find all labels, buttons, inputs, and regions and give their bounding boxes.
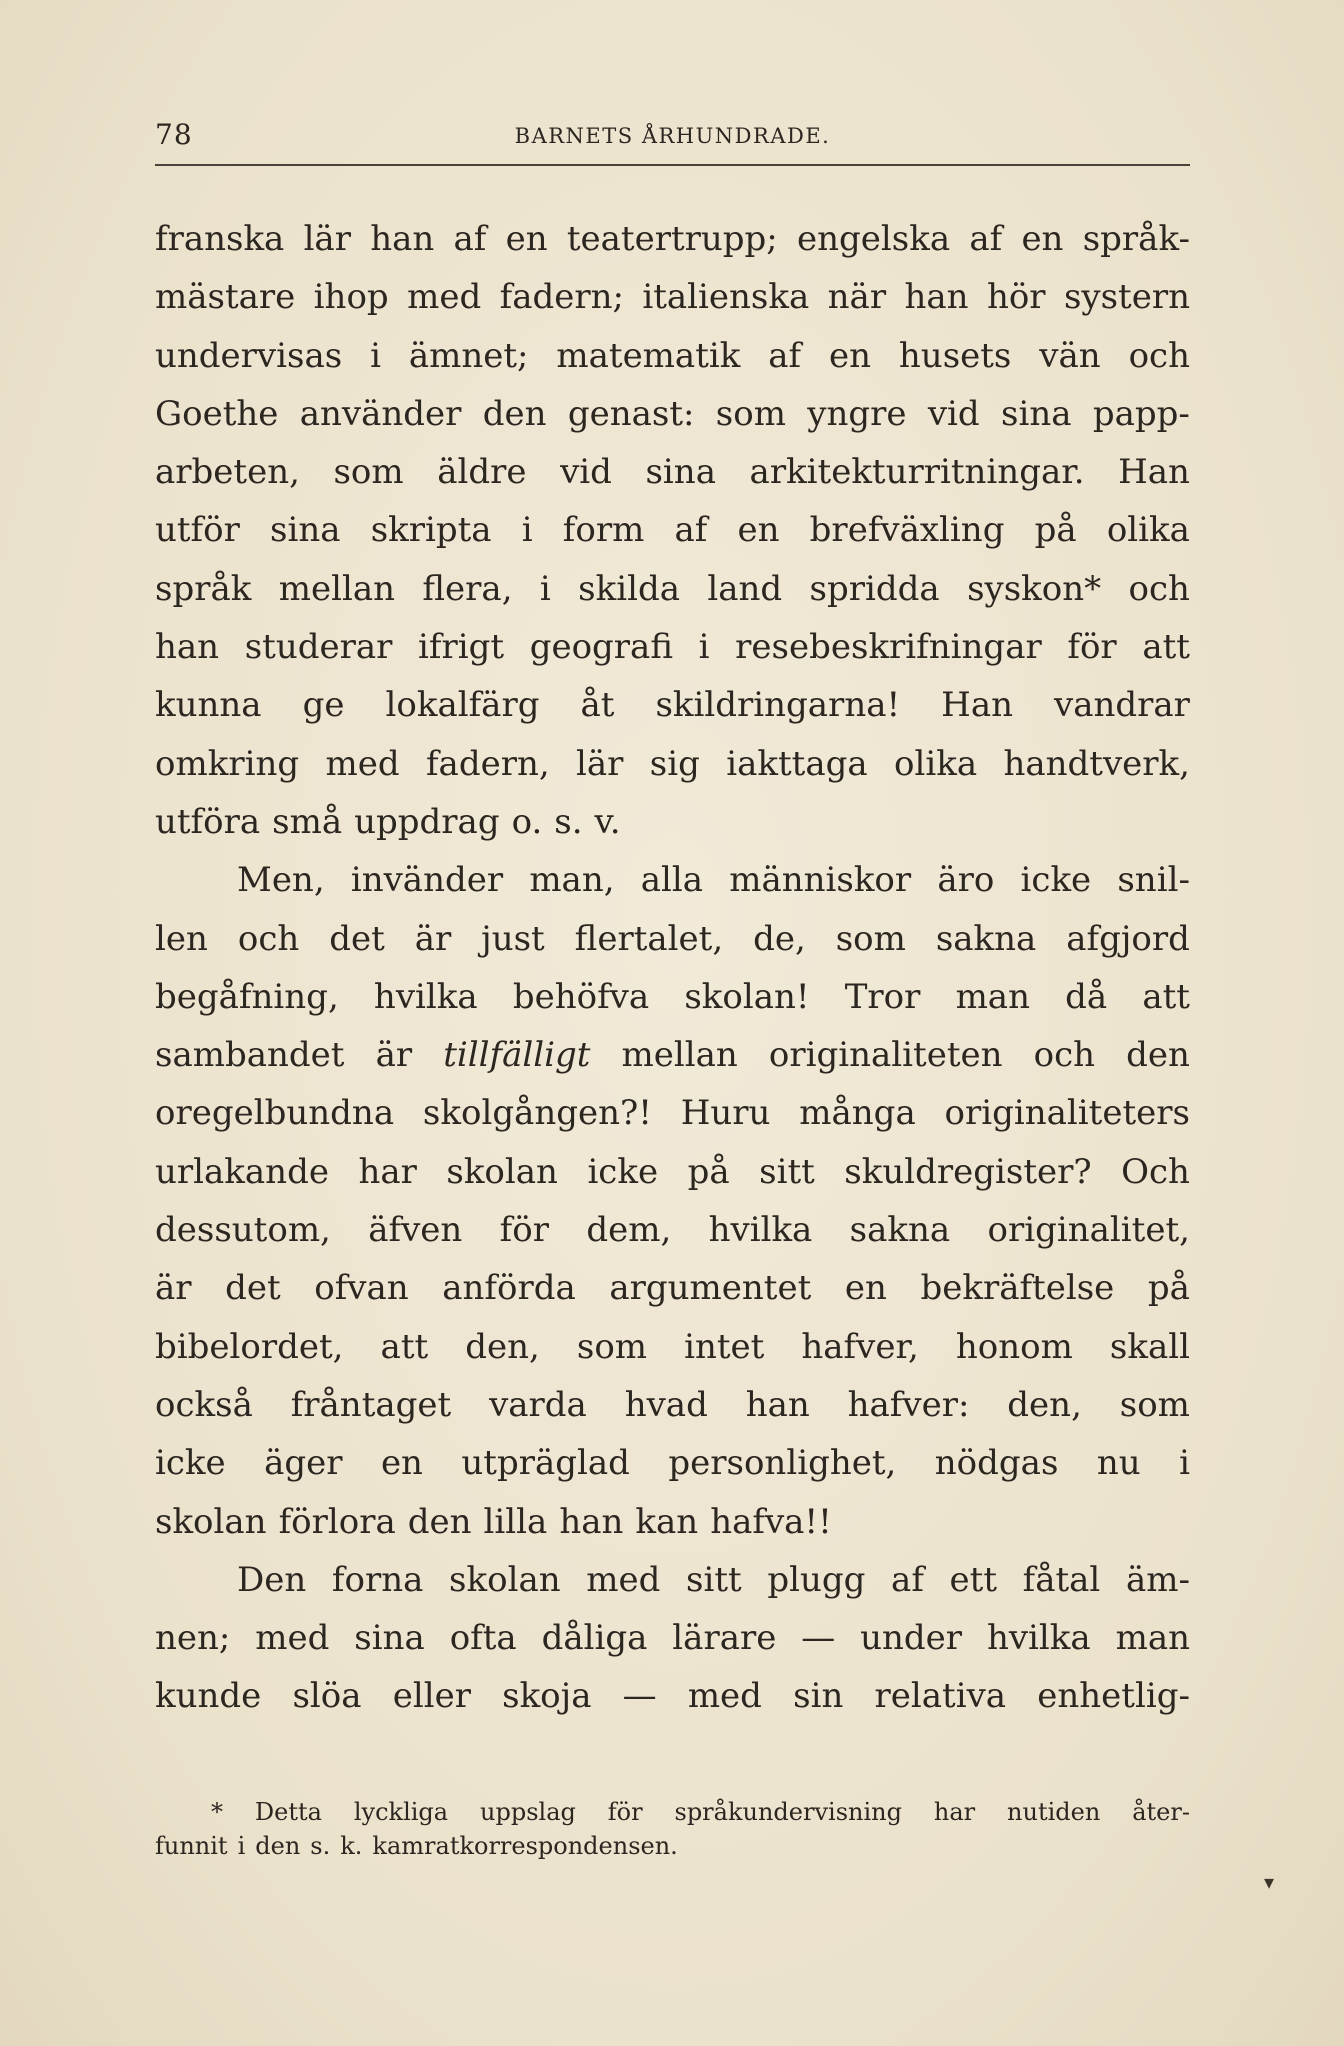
word: som (576, 1326, 648, 1367)
word: är (414, 918, 452, 959)
word: i (698, 627, 710, 668)
word: lär (576, 743, 624, 784)
word: nu (1096, 1443, 1141, 1484)
word: Detta (254, 1798, 322, 1826)
word: den, (1007, 1384, 1082, 1425)
word: Men, (237, 860, 325, 901)
word: invänder (350, 860, 504, 901)
word: äger (264, 1443, 343, 1484)
word: kunde (155, 1676, 262, 1717)
word: den, (465, 1326, 540, 1367)
word: språkundervisning (674, 1798, 902, 1826)
word: ofvan (314, 1268, 409, 1309)
text-line (155, 735, 1190, 793)
word: i (1179, 1443, 1190, 1484)
word: land (707, 568, 783, 609)
word: också (155, 1384, 253, 1425)
text-line (155, 1434, 1190, 1492)
word: att (1142, 627, 1190, 668)
text-line (155, 1609, 1190, 1667)
word: för (499, 1210, 549, 1251)
word: han (904, 277, 969, 318)
word: en (380, 1443, 423, 1484)
word: äm- (1125, 1559, 1190, 1600)
word: mellan (278, 568, 395, 609)
word: hvilka (986, 1618, 1091, 1659)
word: fåtal (1022, 1559, 1101, 1600)
word: flera, (422, 568, 513, 609)
word: ifrigt (418, 627, 505, 668)
word: arkitekturritningar. (749, 452, 1085, 493)
word: nödgas (934, 1443, 1059, 1484)
word: iakttaga (726, 743, 868, 784)
word: åter- (1132, 1798, 1190, 1826)
word: hör (986, 277, 1046, 318)
footnote-line (155, 1829, 1190, 1863)
word: med (687, 1676, 762, 1717)
text-line (155, 443, 1190, 501)
word: fråntaget (290, 1384, 452, 1425)
word: nen; (155, 1618, 231, 1659)
text-line (155, 793, 1190, 851)
word: skuldregister? (844, 1151, 1092, 1192)
word: skolan (446, 1151, 558, 1192)
word: som (333, 452, 404, 493)
word: i (237, 1832, 246, 1860)
word: skripta (370, 510, 492, 551)
word: sitt (686, 1559, 742, 1600)
word: Tror (844, 976, 921, 1017)
word: studerar (244, 627, 393, 668)
word: af (674, 510, 708, 551)
word: yngre (807, 393, 907, 434)
word: originaliteters (944, 1093, 1190, 1134)
word: sin (793, 1676, 844, 1717)
word: fadern; (499, 277, 624, 318)
word: äldre (437, 452, 527, 493)
word: är (375, 1035, 413, 1076)
word: har (358, 1151, 417, 1192)
word: s. (554, 801, 583, 842)
word: form (562, 510, 645, 551)
word: hafva!! (710, 1501, 832, 1542)
word: — (622, 1676, 657, 1717)
word: han (745, 1384, 810, 1425)
word: fadern, (425, 743, 550, 784)
word: k. (340, 1832, 363, 1860)
text-line (155, 851, 1190, 909)
word: i (539, 568, 551, 609)
text-line (155, 1143, 1190, 1201)
word: olika (894, 743, 978, 784)
word: ett (949, 1559, 997, 1600)
text-line (155, 1667, 1190, 1725)
word: sina (1001, 393, 1072, 434)
word: uppslag (480, 1798, 576, 1826)
word: och (1128, 335, 1190, 376)
word: mästare (155, 277, 296, 318)
word: vandrar (1054, 685, 1190, 726)
word: och (1033, 1035, 1096, 1076)
word: originalitet, (987, 1210, 1190, 1251)
word: som (835, 918, 906, 959)
word: med (325, 743, 400, 784)
word: lär (303, 219, 351, 259)
text-line (155, 501, 1190, 559)
word: icke (587, 1151, 659, 1192)
word: sitt (759, 1151, 815, 1192)
word: af (891, 1559, 924, 1600)
text-line (155, 1493, 1190, 1551)
word: hafver, (801, 1326, 919, 1367)
word: skildringarna! (655, 685, 901, 726)
word: argumentet (609, 1268, 812, 1309)
word: den (255, 1832, 301, 1860)
word: mellan (621, 1035, 738, 1076)
word: man (1115, 1618, 1190, 1659)
word: ämnet; (408, 335, 529, 376)
word: de, (753, 918, 806, 959)
word: Huru (680, 1093, 771, 1134)
word: skoja (502, 1676, 592, 1717)
word: Den (237, 1559, 307, 1600)
text-line (155, 327, 1190, 385)
word: har (933, 1798, 976, 1826)
footnote-line (155, 1795, 1190, 1829)
word: dem, (586, 1210, 672, 1251)
word: är (155, 1268, 192, 1309)
word: originaliteten (768, 1035, 1003, 1076)
word: med (407, 277, 482, 318)
word: plugg (767, 1559, 866, 1600)
word: genast: (567, 393, 695, 434)
word: bekräftelse (920, 1268, 1115, 1309)
word: resebeskrifningar (735, 627, 1042, 668)
text-line (155, 968, 1190, 1026)
text-line (155, 1376, 1190, 1434)
word: tillfälligt (443, 1035, 591, 1076)
word: len (155, 918, 208, 959)
word: intet (684, 1326, 765, 1367)
word: man (955, 976, 1030, 1017)
word: skolan (155, 1501, 267, 1542)
word: med (586, 1559, 661, 1600)
word: språk (155, 568, 252, 609)
text-line (155, 910, 1190, 968)
word: bibelordet, (155, 1326, 344, 1367)
word: utför (155, 510, 240, 551)
word: brefväxling (809, 510, 1005, 551)
word: sig (649, 743, 700, 784)
word: sina (270, 510, 341, 551)
word: man, (529, 860, 615, 901)
word: hafver: (847, 1384, 970, 1425)
word: skolgången?! (422, 1093, 652, 1134)
word: behöfva (512, 976, 650, 1017)
word: sakna (849, 1210, 951, 1251)
word: små (272, 801, 343, 842)
word: en (1021, 219, 1064, 259)
word: vän (1039, 335, 1101, 376)
word: som (715, 393, 786, 434)
word: en (737, 510, 780, 551)
word: den (407, 1501, 472, 1542)
running-head: BARNETS ÅRHUNDRADE. (514, 124, 831, 148)
word: urlakande (155, 1151, 329, 1192)
word: s. (310, 1832, 331, 1860)
word: med (255, 1618, 330, 1659)
word: syskon* (967, 568, 1102, 609)
word: dåliga (541, 1618, 648, 1659)
word: italienska (642, 277, 810, 318)
word: handtverk, (1003, 743, 1190, 784)
word: personlighet, (668, 1443, 897, 1484)
word: spridda (809, 568, 940, 609)
word: en (505, 219, 548, 259)
word: lärare (672, 1618, 777, 1659)
text-line (155, 560, 1190, 618)
print-mark: ▾ (1263, 1870, 1274, 1894)
text-line (155, 676, 1190, 734)
word: i (370, 335, 381, 376)
word: Och (1121, 1151, 1190, 1192)
word: matematik (556, 335, 741, 376)
word: * (211, 1798, 223, 1826)
word: Han (941, 685, 1013, 726)
word: afgjord (1066, 918, 1190, 959)
body-text (155, 210, 1190, 1726)
text-line (155, 1318, 1190, 1376)
word: af (768, 335, 802, 376)
word: kamratkorrespondensen. (372, 1832, 678, 1860)
word: ge (302, 685, 345, 726)
text-line (155, 1026, 1190, 1084)
word: att (380, 1326, 429, 1367)
word: många (799, 1093, 916, 1134)
word: o. (511, 801, 543, 842)
word: utpräglad (461, 1443, 630, 1484)
word: enhetlig- (1037, 1676, 1190, 1717)
page-header (155, 118, 1190, 166)
word: och (237, 918, 300, 959)
word: och (1128, 568, 1190, 609)
word: lilla (483, 1501, 548, 1542)
word: sina (645, 452, 716, 493)
word: sakna (935, 918, 1037, 959)
word: flertalet, (574, 918, 724, 959)
word: af (453, 219, 487, 259)
word: systern (1063, 277, 1190, 318)
word: äfven (368, 1210, 463, 1251)
text-line (155, 1084, 1190, 1142)
word: hvilka (373, 976, 478, 1017)
word: sambandet (155, 1035, 345, 1076)
word: v. (594, 801, 621, 842)
word: omkring (155, 743, 300, 784)
word: när (827, 277, 887, 318)
word: på (687, 1151, 730, 1192)
word: använder (299, 393, 462, 434)
word: dessutom, (155, 1210, 331, 1251)
page-number: 78 (155, 118, 193, 151)
word: franska (155, 219, 285, 259)
word: ofta (449, 1618, 517, 1659)
word: af (969, 219, 1003, 259)
word: just (481, 918, 545, 959)
word: skolan (449, 1559, 561, 1600)
word: då (1065, 976, 1108, 1017)
word: funnit (155, 1832, 228, 1860)
word: åt (580, 685, 615, 726)
word: oregelbundna (155, 1093, 395, 1134)
word: under (860, 1618, 963, 1659)
word: den (1126, 1035, 1190, 1076)
word: människor (729, 860, 912, 901)
word: förlora (278, 1501, 396, 1542)
word: alla (640, 860, 704, 901)
word: ihop (313, 277, 389, 318)
word: geografi (529, 627, 674, 668)
word: eller (392, 1676, 471, 1717)
word: språk- (1082, 219, 1190, 259)
word: Han (1118, 452, 1190, 493)
word: relativa (874, 1676, 1007, 1717)
word: han (370, 219, 435, 259)
word: kunna (155, 685, 262, 726)
word: som (1119, 1384, 1190, 1425)
word: anförda (442, 1268, 576, 1309)
text-line (155, 385, 1190, 443)
word: det (225, 1268, 281, 1309)
word: varda (489, 1384, 587, 1425)
footnote (155, 1795, 1190, 1863)
word: honom (955, 1326, 1073, 1367)
word: olika (1106, 510, 1190, 551)
word: skolan! (684, 976, 810, 1017)
word: icke (155, 1443, 226, 1484)
word: för (1067, 627, 1117, 668)
word: den (482, 393, 547, 434)
text-line (155, 1551, 1190, 1609)
word: det (329, 918, 385, 959)
word: nutiden (1007, 1798, 1101, 1826)
word: skilda (578, 568, 680, 609)
word: Goethe (155, 393, 279, 434)
word: papp- (1092, 393, 1190, 434)
word: arbeten, (155, 452, 300, 493)
word: teatertrupp; (566, 219, 778, 259)
word: slöa (292, 1676, 362, 1717)
word: utföra (155, 801, 261, 842)
text-line (155, 210, 1190, 268)
word: en (828, 335, 872, 376)
word: hvilka (708, 1210, 813, 1251)
word: forna (331, 1559, 424, 1600)
word: han (155, 627, 220, 668)
word: för (607, 1798, 643, 1826)
word: uppdrag (354, 801, 500, 842)
word: undervisas (155, 335, 343, 376)
word: lyckliga (353, 1798, 449, 1826)
text-line (155, 1201, 1190, 1259)
word: på (1034, 510, 1077, 551)
word: äro (937, 860, 995, 901)
word: i (521, 510, 533, 551)
word: vid (927, 393, 980, 434)
word: begåfning, (155, 976, 339, 1017)
word: engelska (797, 219, 951, 259)
word: icke (1020, 860, 1092, 901)
word: husets (898, 335, 1012, 376)
word: på (1147, 1268, 1190, 1309)
word: lokalfärg (385, 685, 540, 726)
text-line (155, 1259, 1190, 1317)
text-line (155, 618, 1190, 676)
word: en (844, 1268, 887, 1309)
word: att (1142, 976, 1190, 1017)
word: han (559, 1501, 624, 1542)
word: — (801, 1618, 836, 1659)
word: vid (560, 452, 612, 493)
word: skall (1109, 1326, 1190, 1367)
text-line (155, 268, 1190, 326)
word: sina (354, 1618, 425, 1659)
word: hvad (624, 1384, 708, 1425)
word: kan (635, 1501, 699, 1542)
word: snil- (1117, 860, 1190, 901)
